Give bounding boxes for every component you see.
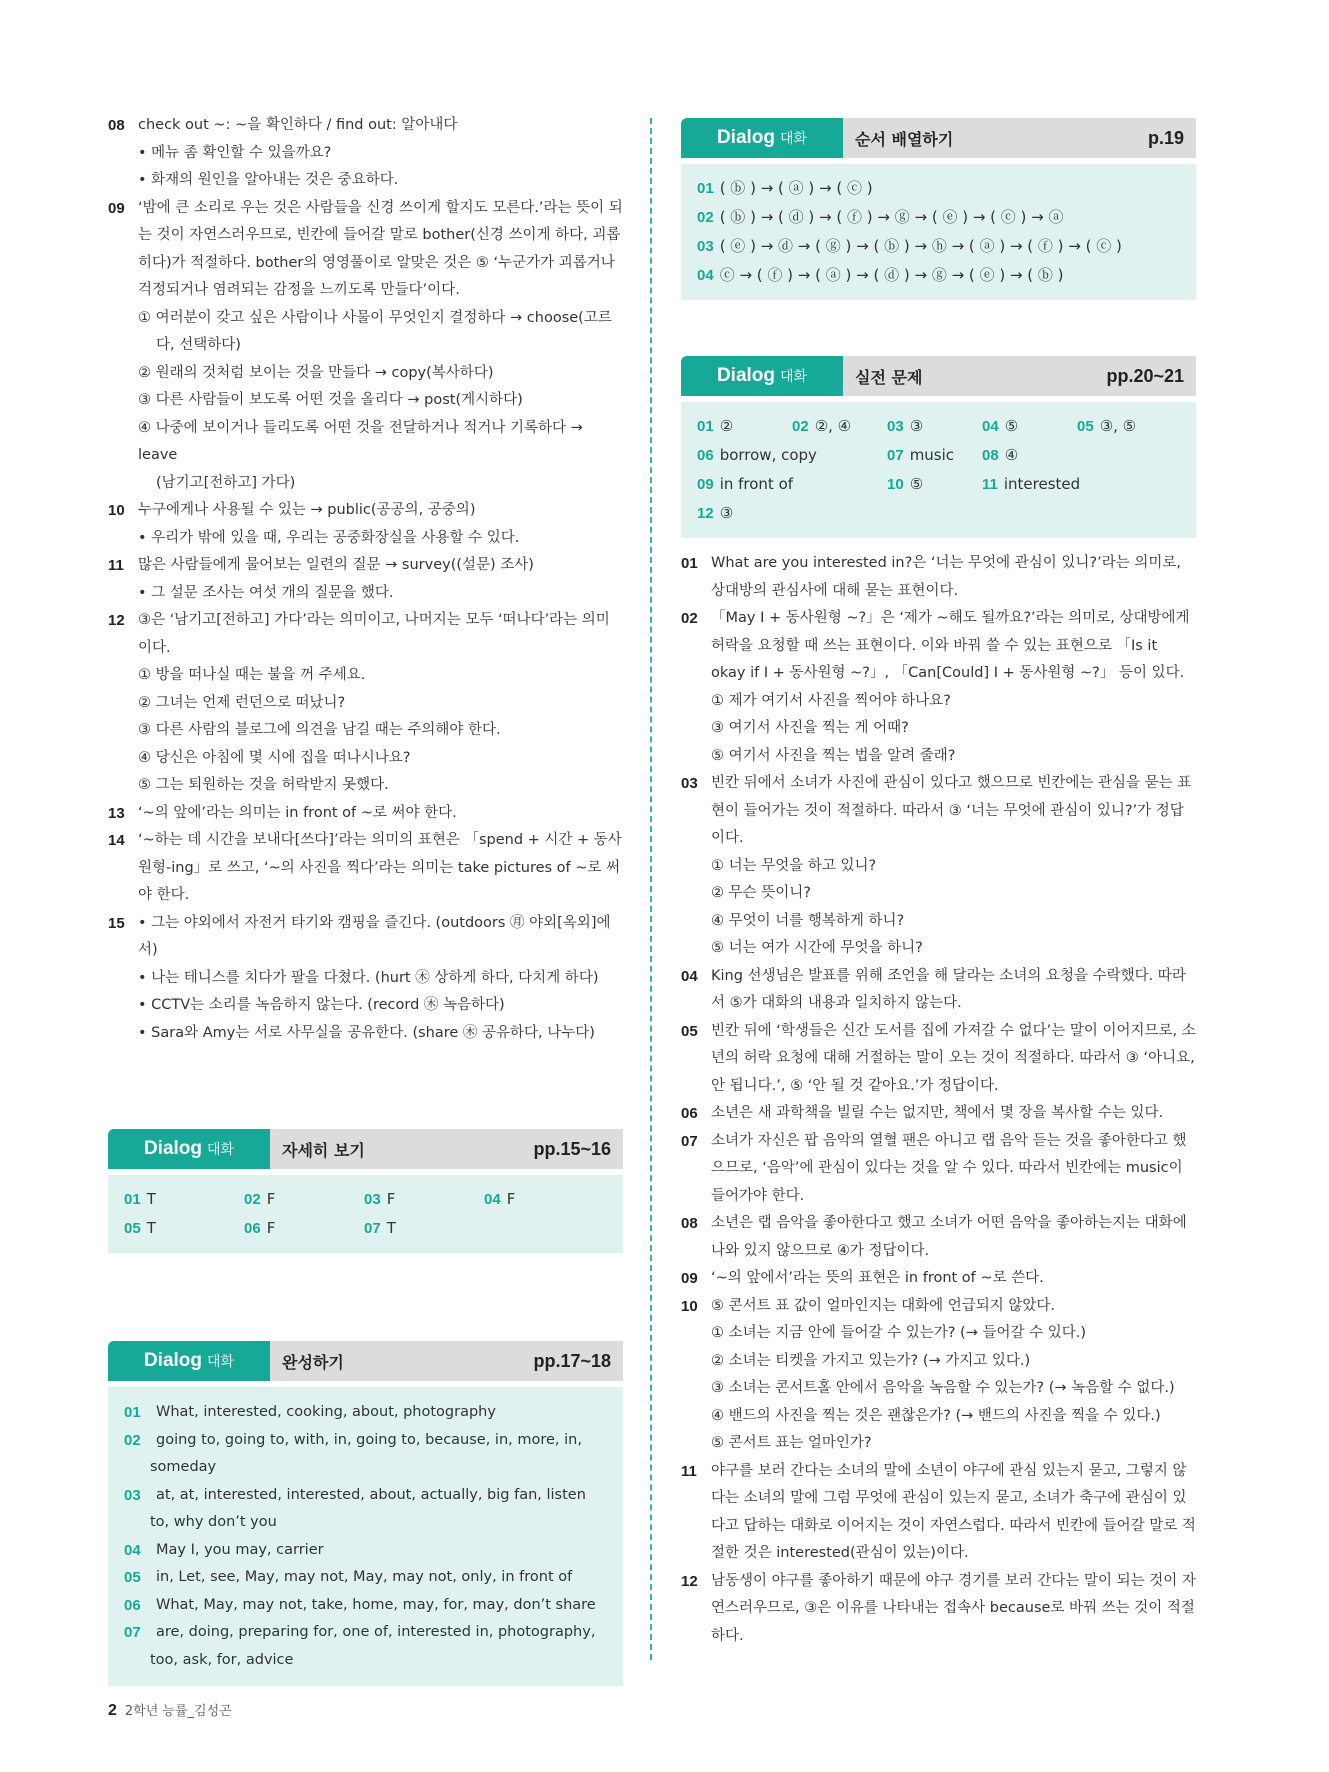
- example-line: ③ 소녀는 콘서트홀 안에서 음악을 녹음할 수 있는가? (→ 녹음할 수 없다.): [711, 1380, 1175, 1396]
- example-line: ④ 밴드의 사진을 찍는 것은 괜찮은가? (→ 밴드의 사진을 찍을 수 있다.): [711, 1407, 1161, 1424]
- answer-text: ③은 ‘남기고[전하고] 가다’라는 의미이고, 나머지는 모두 ‘떠나다’라는 의미이다.: [138, 612, 610, 656]
- example-line: 다, 선택하다): [156, 337, 241, 353]
- answer-row: [124, 1214, 607, 1243]
- answer-text: ‘밤에 큰 소리로 우는 것은 사람들을 신경 쓰이게 할지도 모른다.’라는 뜻이 되는 것이 자연스러우므로, 빈칸에 들어갈 말로 bother(신경 쓰이게 하다, 괴롭히다)가 적절하다. bother의 영영풀이로 알맞은 것은 ⑤ ‘누군가가 괴롭거나 걱정되거나 염려되는 감정을 느끼도록 만들다’이다.: [138, 199, 623, 298]
- dialog-box-order: [681, 118, 1196, 300]
- answer-08: 08 소년은 랩 음악을 좋아한다고 했고 소녀가 어떤 음악을 좋아하는지는 대화에 나와 있지 않으므로 ④가 정답이다.: [681, 1215, 1187, 1259]
- dialog-title-bar: [843, 356, 1196, 396]
- example-line: ② 무슨 뜻이니?: [711, 885, 811, 901]
- answer-12: 12 남동생이 야구를 좋아하기 때문에 야구 경기를 보러 간다는 말이 되는 것이 자연스러우므로, ③은 이유를 나타내는 접속사 because로 바꿔 쓰는 것이 적절하다.: [681, 1572, 1196, 1644]
- example-line: ① 제가 여기서 사진을 찍어야 하나요?: [711, 692, 951, 709]
- example-line: ② 소녀는 티켓을 가지고 있는가? (→ 가지고 있다.): [711, 1352, 1031, 1369]
- answer-number: 13: [108, 804, 125, 822]
- sequence-row: 04 ⓒ → ( ⓕ ) → ( ⓐ ) → ( ⓓ ) → ⓖ → ( ⓔ ) → ( ⓑ ): [697, 266, 1064, 284]
- page-number: 2: [108, 1702, 117, 1719]
- dialog-title-bar: [270, 1341, 623, 1381]
- left-column: [108, 112, 623, 1686]
- sequence-row: 03 ( ⓔ ) → ⓓ → ( ⓖ ) → ( ⓑ ) → ⓗ → ( ⓐ ) → ( ⓕ ) → ( ⓒ ): [697, 237, 1122, 255]
- answer-cell: 02 F: [244, 1190, 276, 1208]
- answer-panel: [108, 1175, 623, 1253]
- dialog-header: [108, 1129, 623, 1169]
- answer-cell: 07 T: [364, 1219, 396, 1237]
- answer-number: 10: [108, 502, 125, 519]
- answer-item: 02 going to, going to, with, in, going to, because, in, more, in,: [124, 1431, 582, 1449]
- example-line: ① 방을 떠나실 때는 불을 꺼 주세요.: [138, 667, 366, 683]
- answer-12: [108, 607, 623, 800]
- answer-03: 03 빈칸 뒤에서 소녀가 사진에 관심이 있다고 했으므로 빈칸에는 관심을 묻는 표현이 들어가는 것이 적절하다. 따라서 ③ ‘너는 무엇에 관심이 있니?’가 정답이다. ① 너는 무엇을 하고 있니? ② 무슨 뜻이니? ④ 무엇이 너를 행복하게 하니? ⑤ 너는 여가 시간에 무엇을 하니?: [681, 770, 1196, 963]
- example-line: • Sara와 Amy는 서로 사무실을 공유한다. (share ㊍ 공유하다, 나누다): [138, 1024, 595, 1041]
- page-ref: pp.20~21: [1106, 365, 1184, 386]
- dialog-tag: [108, 1341, 270, 1381]
- example-line: ⑤ 너는 여가 시간에 무엇을 하니?: [711, 940, 923, 956]
- dialog-box-detail: [108, 1129, 623, 1253]
- answer-number: 12: [108, 612, 125, 629]
- page-footer: [108, 1700, 232, 1720]
- answer-15: [108, 910, 623, 1048]
- answer-row: [697, 441, 1180, 470]
- answer-item: 06 What, May, may not, take, home, may, for, may, don’t share: [124, 1596, 596, 1614]
- answer-panel: [681, 164, 1196, 300]
- answer-11: 11 야구를 보러 간다는 소녀의 말에 소년이 야구에 관심 있는지 묻고, 그렇지 않다는 소녀의 말에 그럼 무엇에 관심이 있는지 묻고, 소녀가 축구에 관심이 있다고 답하는 대화로 이어지는 것이 자연스럽다. 따라서 빈칸에 들어갈 말로 적절한 것은 interested(관심이 있는)이다.: [681, 1462, 1196, 1561]
- answer-row: [697, 412, 1180, 441]
- example-line: ③ 여기서 사진을 찍는 게 어때?: [711, 720, 909, 736]
- answer-08: [108, 112, 623, 195]
- answer-number: 08: [108, 117, 125, 134]
- answer-text: • 그는 야외에서 자전거 타기와 캠핑을 즐긴다. (outdoors ㊊ 야외[옥외]에서): [138, 914, 611, 958]
- dialog-title: 순서 배열하기: [855, 129, 954, 149]
- answer-number: 09: [108, 199, 125, 217]
- answer-cell: 06 borrow, copy: [697, 446, 817, 464]
- example-line: • CCTV는 소리를 녹음하지 않는다. (record ㊍ 녹음하다): [138, 997, 505, 1013]
- dialog-box-complete: [108, 1341, 623, 1686]
- answer-10: 10 ⑤ 콘서트 표 값이 얼마인지는 대화에 언급되지 않았다. ① 소녀는 지금 안에 들어갈 수 있는가? (→ 들어갈 수 있다.) ② 소녀는 티켓을 가지고 있는가? (→ 가지고 있다.) ③ 소녀는 콘서트홀 안에서 음악을 녹음할 수 있는가? (→ 녹음할 수 없다.) ④ 밴드의 사진을 찍는 것은 괜찮은가? (→ 밴드의 사진을 찍을 수 있다.) ⑤ 콘서트 표는 얼마인가?: [681, 1293, 1196, 1458]
- answer-continuation: to, why don’t you: [150, 1514, 277, 1530]
- right-column: [681, 118, 1196, 1650]
- example-line: • 우리가 밖에 있을 때, 우리는 공중화장실을 사용할 수 있다.: [138, 529, 520, 546]
- dialog-tag-en: Dialog: [143, 1138, 202, 1159]
- dialog-tag-en: Dialog: [143, 1350, 202, 1371]
- answer-cell: 08 ④: [982, 446, 1019, 464]
- example-line: • 화재의 원인을 알아내는 것은 중요하다.: [138, 172, 399, 188]
- answer-text: ‘~하는 데 시간을 보내다[쓰다]’라는 의미의 표현은 「spend + 시간 + 동사원형-ing」로 쓰고, ‘~의 사진을 찍다’라는 의미는 take pictures of ~로 써야 한다.: [138, 832, 622, 903]
- answer-number: 11: [108, 557, 124, 574]
- example-line: ④ 무엇이 너를 행복하게 하니?: [711, 912, 905, 929]
- answer-09: 09 ‘~의 앞에서’라는 뜻의 표현은 in front of ~로 쓴다.: [681, 1270, 1044, 1287]
- dialog-tag-ko: 대화: [207, 1142, 235, 1158]
- answer-14: [108, 827, 623, 910]
- dialog-box-practice: [681, 356, 1196, 538]
- answer-item: 01 What, interested, cooking, about, photography: [124, 1404, 496, 1421]
- example-line: ② 원래의 것처럼 보이는 것을 만들다 → copy(복사하다): [138, 364, 494, 381]
- dialog-tag-ko: 대화: [780, 131, 808, 147]
- answer-text: 누구에게나 사용될 수 있는 → public(공공의, 공중의): [138, 502, 476, 518]
- dialog-tag: [108, 1129, 270, 1169]
- answer-cell: 03 F: [364, 1190, 396, 1208]
- explanations: [681, 550, 1196, 1650]
- answer-row: [124, 1185, 607, 1214]
- answer-cell: 10 ⑤: [887, 475, 924, 493]
- example-line: ② 그녀는 언제 런던으로 떠났니?: [138, 694, 346, 711]
- example-line: ④ 당신은 아침에 몇 시에 집을 떠나시나요?: [138, 749, 411, 766]
- answer-cell: 04 F: [484, 1190, 516, 1208]
- answer-05: 05 빈칸 뒤에 ‘학생들은 신간 도서를 집에 가져갈 수 없다’는 말이 이어지므로, 소년의 허락 요청에 대해 거절하는 말이 오는 것이 적절하다. 따라서 ③ ‘아니요, 안 됩니다.’, ⑤ ‘안 될 것 같아요.’가 정답이다.: [681, 1022, 1196, 1094]
- dialog-title: 자세히 보기: [282, 1140, 365, 1160]
- dialog-title: 완성하기: [282, 1352, 344, 1372]
- page-ref: p.19: [1147, 127, 1184, 148]
- answer-row: [697, 470, 1180, 499]
- dialog-title-bar: [843, 118, 1196, 158]
- column-divider: [650, 118, 652, 1660]
- answer-09: [108, 195, 623, 498]
- answer-cell: 06 F: [244, 1219, 276, 1237]
- dialog-header: [108, 1341, 623, 1381]
- example-line: ① 너는 무엇을 하고 있니?: [711, 857, 877, 874]
- example-line: • 메뉴 좀 확인할 수 있을까요?: [138, 144, 332, 161]
- answer-cell: 01 ②: [697, 417, 734, 435]
- answer-02: 02 「May I + 동사원형 ~?」은 ‘제가 ~해도 될까요?’라는 의미로, 상대방에게 허락을 요청할 때 쓰는 표현이다. 이와 바꿔 쓸 수 있는 표현으로 「Is it okay if I + 동사원형 ~?」, 「Can[Could] I + 동사원형 ~?」 등이 있다. ① 제가 여기서 사진을 찍어야 하나요? ③ 여기서 사진을 찍는 게 어때? ⑤ 여기서 사진을 찍는 법을 알려 줄래?: [681, 605, 1196, 770]
- example-line: ⑤ 여기서 사진을 찍는 법을 알려 줄래?: [711, 747, 956, 764]
- answer-continuation: too, ask, for, advice: [150, 1651, 294, 1668]
- dialog-header: [681, 356, 1196, 396]
- dialog-tag: [681, 118, 843, 158]
- example-line: ⑤ 그는 퇴원하는 것을 허락받지 못했다.: [138, 777, 389, 793]
- answer-cell: 04 ⑤: [982, 417, 1019, 435]
- answer-cell: 07 music: [887, 446, 955, 464]
- answer-continuation: someday: [150, 1459, 217, 1475]
- answer-item: 04 May I, you may, carrier: [124, 1541, 324, 1559]
- answer-04: 04 King 선생님은 발표를 위해 조언을 해 달라는 소녀의 요청을 수락했다. 따라서 ⑤가 대화의 내용과 일치하지 않는다.: [681, 967, 1186, 1011]
- answer-07: 07 소녀가 자신은 팝 음악의 열혈 팬은 아니고 랩 음악 듣는 것을 좋아한다고 했으므로, ‘음악’에 관심이 있다는 것을 알 수 있다. 따라서 빈칸에는 music이 들어가야 한다.: [681, 1132, 1187, 1204]
- sequence-row: 01 ( ⓑ ) → ( ⓐ ) → ( ⓒ ): [697, 179, 873, 197]
- example-line: ① 소녀는 지금 안에 들어갈 수 있는가? (→ 들어갈 수 있다.): [711, 1325, 1086, 1341]
- dialog-tag: [681, 356, 843, 396]
- answer-cell: 01 T: [124, 1190, 156, 1208]
- answer-11: [108, 552, 623, 607]
- answer-13: [108, 800, 623, 828]
- sequence-row: 02 ( ⓑ ) → ( ⓓ ) → ( ⓕ ) → ⓖ → ( ⓔ ) → ( ⓒ ) → ⓐ: [697, 208, 1064, 226]
- answer-text: check out ~: ~을 확인하다 / find out: 알아내다: [138, 117, 458, 133]
- answer-06: 06 소년은 새 과학책을 빌릴 수는 없지만, 책에서 몇 장을 복사할 수는 있다.: [681, 1105, 1164, 1122]
- answer-cell: 09 in front of: [697, 475, 794, 493]
- dialog-tag-ko: 대화: [780, 369, 808, 385]
- answer-text: ‘~의 앞에’라는 의미는 in front of ~로 써야 한다.: [138, 804, 457, 821]
- footer-label: 2학년 능률_김성곤: [124, 1704, 232, 1719]
- dialog-tag-en: Dialog: [716, 127, 775, 148]
- answer-number: 14: [108, 832, 125, 849]
- example-line: ③ 다른 사람의 블로그에 의견을 남길 때는 주의해야 한다.: [138, 722, 501, 738]
- answer-01: 01 What are you interested in?은 ‘너는 무엇에 관심이 있니?’라는 의미로, 상대방의 관심사에 대해 묻는 표현이다.: [681, 555, 1181, 599]
- answer-item: 05 in, Let, see, May, may not, May, may not, only, in front of: [124, 1569, 573, 1586]
- example-line: ③ 다른 사람들이 보도록 어떤 것을 올리다 → post(게시하다): [138, 392, 523, 408]
- page-ref: pp.15~16: [533, 1138, 611, 1159]
- answer-panel: [108, 1387, 623, 1686]
- answer-cell: 03 ③: [887, 417, 924, 435]
- dialog-tag-en: Dialog: [716, 365, 775, 386]
- dialog-title: 실전 문제: [855, 367, 923, 387]
- dialog-tag-ko: 대화: [207, 1354, 235, 1370]
- answer-cell: 12 ③: [697, 504, 734, 522]
- answer-row: [697, 499, 1180, 528]
- dialog-header: [681, 118, 1196, 158]
- example-line: • 그 설문 조사는 여섯 개의 질문을 했다.: [138, 584, 394, 601]
- answer-cell: 11 interested: [982, 475, 1081, 493]
- answer-item: 03 at, at, interested, interested, about, actually, big fan, listen: [124, 1486, 586, 1504]
- answer-number: 15: [108, 914, 125, 932]
- answer-10: [108, 497, 623, 552]
- answer-cell: 05 ③, ⑤: [1077, 417, 1137, 435]
- answer-item: 07 are, doing, preparing for, one of, interested in, photography,: [124, 1624, 596, 1641]
- answer-cell: 05 T: [124, 1219, 156, 1237]
- example-line: (남기고[전하고] 가다): [156, 474, 296, 491]
- page-ref: pp.17~18: [533, 1350, 611, 1371]
- answer-panel: [681, 402, 1196, 538]
- dialog-title-bar: [270, 1129, 623, 1169]
- answer-cell: 02 ②, ④: [792, 417, 852, 435]
- example-line: • 나는 테니스를 치다가 팔을 다쳤다. (hurt ㊍ 상하게 하다, 다치게 하다): [138, 969, 599, 986]
- example-line: ⑤ 콘서트 표는 얼마인가?: [711, 1435, 872, 1451]
- answer-text: 많은 사람들에게 물어보는 일련의 질문 → survey((설문) 조사): [138, 557, 534, 573]
- example-line: ① 여러분이 갖고 싶은 사람이나 사물이 무엇인지 결정하다 → choose(고르: [138, 309, 612, 326]
- example-line: ④ 나중에 보이거나 들리도록 어떤 것을 전달하거나 적거나 기록하다 → leave: [138, 419, 583, 463]
